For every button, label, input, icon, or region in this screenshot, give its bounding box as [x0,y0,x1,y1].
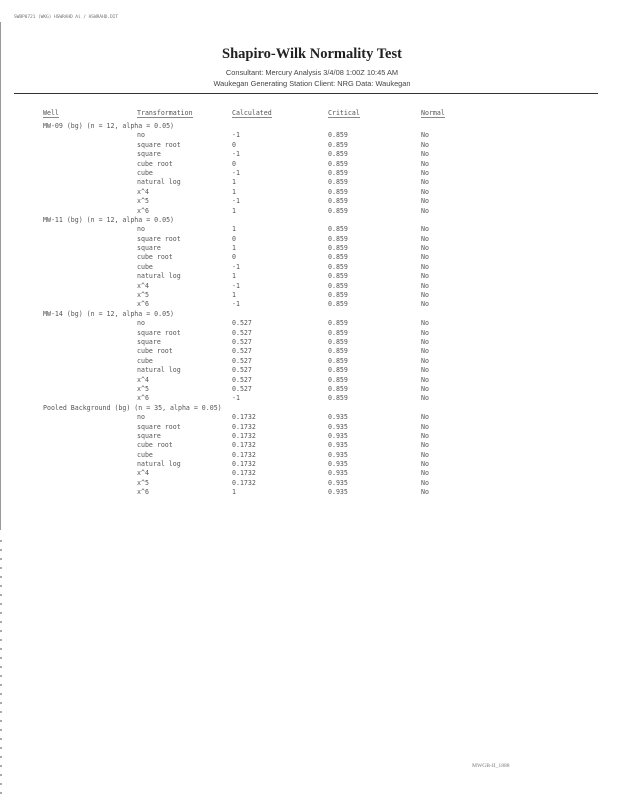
critical-cell: 0.859 [328,300,348,309]
transformation-cell: x^4 [137,187,149,196]
transformation-cell: square [137,431,161,440]
calculated-cell: 0.1732 [232,431,256,440]
normal-cell: No [421,347,429,356]
transformation-cell: x^6 [137,300,149,309]
calculated-cell: 0.1732 [232,413,256,422]
calculated-cell: -1 [232,300,240,309]
transformation-cell: cube [137,168,153,177]
critical-cell: 0.859 [328,384,348,393]
critical-cell: 0.859 [328,159,348,168]
footer-document-code: MWGB-II_1888 [472,763,510,769]
critical-cell: 0.935 [328,431,348,440]
critical-cell: 0.859 [328,328,348,337]
calculated-cell: 0.1732 [232,478,256,487]
transformation-cell: cube [137,262,153,271]
table-row [0,263,618,272]
calculated-cell: 0.527 [232,375,252,384]
table-row [0,197,618,206]
page-subtitle-site: Waukegan Generating Station Client: NRG Data: Waukegan [213,79,411,88]
transformation-cell: no [137,319,145,328]
transformation-cell: cube root [137,253,173,262]
transformation-cell: square [137,150,161,159]
transformation-cell: x^4 [137,375,149,384]
table-row [0,160,618,169]
table-row [0,441,618,450]
calculated-cell: 1 [232,187,236,196]
normal-cell: No [421,375,429,384]
table-row [0,423,618,432]
header-file-path: SWBP0721 (WKG) HSWRAHD Ai / HSWRAHD.DIT [14,15,118,20]
critical-cell: 0.935 [328,413,348,422]
table-row [0,169,618,178]
normal-cell: No [421,291,429,300]
normal-cell: No [421,187,429,196]
column-header-critical: Critical [328,109,360,117]
transformation-cell: x^6 [137,394,149,403]
page-subtitle-analysis: Consultant: Mercury Analysis 3/4/08 1:00Z 10:45 AM [225,68,399,77]
normal-cell: No [421,281,429,290]
critical-cell: 0.935 [328,469,348,478]
normal-cell: No [421,478,429,487]
transformation-cell: cube root [137,441,173,450]
table-row [0,338,618,347]
critical-cell: 0.859 [328,356,348,365]
transformation-cell: x^5 [137,384,149,393]
normal-cell: No [421,140,429,149]
normal-cell: No [421,244,429,253]
critical-cell: 0.859 [328,319,348,328]
normal-cell: No [421,206,429,215]
calculated-cell: 1 [232,225,236,234]
well-group-label: MW-11 (bg) (n = 12, alpha = 0.05) [43,215,175,224]
critical-cell: 0.859 [328,272,348,281]
critical-cell: 0.859 [328,168,348,177]
critical-cell: 0.859 [328,150,348,159]
table-row [0,460,618,469]
left-margin-dots [0,540,2,795]
column-header-normal: Normal [421,109,445,117]
table-row [0,272,618,281]
transformation-cell: square [137,244,161,253]
report-table-body [0,122,618,498]
normal-cell: No [421,413,429,422]
table-row [0,244,618,253]
calculated-cell: 0 [232,159,236,168]
transformation-cell: cube root [137,159,173,168]
critical-cell: 0.859 [328,253,348,262]
table-row [0,347,618,356]
table-row [0,469,618,478]
calculated-cell: 1 [232,206,236,215]
normal-cell: No [421,131,429,140]
critical-cell: 0.859 [328,206,348,215]
calculated-cell: 0.527 [232,319,252,328]
critical-cell: 0.859 [328,347,348,356]
table-row [0,479,618,488]
calculated-cell: 0 [232,140,236,149]
normal-cell: No [421,197,429,206]
table-row [0,488,618,497]
normal-cell: No [421,262,429,271]
table-row [0,432,618,441]
table-row [0,282,618,291]
critical-cell: 0.935 [328,460,348,469]
calculated-cell: 0.1732 [232,469,256,478]
normal-cell: No [421,469,429,478]
transformation-cell: square root [137,234,181,243]
transformation-cell: natural log [137,178,181,187]
table-row [0,291,618,300]
calculated-cell: 0.527 [232,328,252,337]
well-group-label: MW-09 (bg) (n = 12, alpha = 0.05) [43,122,175,130]
well-group-label: Pooled Background (bg) (n = 35, alpha = 0.05) [43,403,222,412]
calculated-cell: -1 [232,281,240,290]
normal-cell: No [421,394,429,403]
critical-cell: 0.859 [328,394,348,403]
table-row [0,366,618,375]
title-divider [14,93,598,94]
normal-cell: No [421,356,429,365]
critical-cell: 0.935 [328,478,348,487]
transformation-cell: natural log [137,366,181,375]
normal-cell: No [421,225,429,234]
calculated-cell: 0.1732 [232,460,256,469]
normal-cell: No [421,384,429,393]
critical-cell: 0.859 [328,225,348,234]
critical-cell: 0.859 [328,337,348,346]
well-group-heading [0,122,618,131]
calculated-cell: 0.1732 [232,441,256,450]
table-row [0,253,618,262]
calculated-cell: 0.527 [232,347,252,356]
transformation-cell: square root [137,422,181,431]
normal-cell: No [421,431,429,440]
calculated-cell: 0.527 [232,366,252,375]
normal-cell: No [421,253,429,262]
transformation-cell: natural log [137,460,181,469]
normal-cell: No [421,168,429,177]
calculated-cell: 0.527 [232,337,252,346]
critical-cell: 0.859 [328,131,348,140]
table-row [0,319,618,328]
table-row [0,357,618,366]
calculated-cell: 0.527 [232,356,252,365]
normal-cell: No [421,422,429,431]
column-header-row [0,109,618,118]
table-row [0,385,618,394]
calculated-cell: -1 [232,131,240,140]
normal-cell: No [421,450,429,459]
transformation-cell: no [137,131,145,140]
table-row [0,207,618,216]
normal-cell: No [421,159,429,168]
normal-cell: No [421,328,429,337]
table-row [0,300,618,309]
transformation-cell: x^4 [137,281,149,290]
table-row [0,188,618,197]
table-row [0,451,618,460]
table-row [0,376,618,385]
table-row [0,141,618,150]
calculated-cell: -1 [232,394,240,403]
transformation-cell: x^5 [137,478,149,487]
normal-cell: No [421,300,429,309]
well-group-heading [0,404,618,413]
calculated-cell: 0.1732 [232,450,256,459]
table-row [0,178,618,187]
calculated-cell: 1 [232,272,236,281]
page-title: Shapiro-Wilk Normality Test [222,46,402,62]
table-row [0,413,618,422]
calculated-cell: 0 [232,234,236,243]
normal-cell: No [421,178,429,187]
normal-cell: No [421,488,429,497]
calculated-cell: -1 [232,197,240,206]
transformation-cell: no [137,225,145,234]
critical-cell: 0.859 [328,187,348,196]
calculated-cell: -1 [232,262,240,271]
normal-cell: No [421,337,429,346]
calculated-cell: 1 [232,178,236,187]
critical-cell: 0.859 [328,375,348,384]
calculated-cell: 1 [232,488,236,497]
transformation-cell: square [137,337,161,346]
table-row [0,150,618,159]
critical-cell: 0.935 [328,422,348,431]
normal-cell: No [421,234,429,243]
column-header-well: Well [43,109,59,117]
normal-cell: No [421,441,429,450]
critical-cell: 0.859 [328,140,348,149]
column-header-calculated: Calculated [232,109,272,117]
calculated-cell: 0.527 [232,384,252,393]
transformation-cell: natural log [137,272,181,281]
critical-cell: 0.859 [328,291,348,300]
calculated-cell: -1 [232,150,240,159]
table-row [0,235,618,244]
transformation-cell: no [137,413,145,422]
critical-cell: 0.859 [328,197,348,206]
normal-cell: No [421,460,429,469]
well-group-heading [0,310,618,319]
transformation-cell: x^5 [137,197,149,206]
normal-cell: No [421,150,429,159]
column-header-transformation: Transformation [137,109,193,117]
critical-cell: 0.859 [328,366,348,375]
transformation-cell: x^6 [137,488,149,497]
well-group-heading [0,216,618,225]
transformation-cell: square root [137,140,181,149]
normal-cell: No [421,366,429,375]
table-row [0,131,618,140]
critical-cell: 0.935 [328,441,348,450]
transformation-cell: cube root [137,347,173,356]
transformation-cell: x^4 [137,469,149,478]
normal-cell: No [421,319,429,328]
critical-cell: 0.859 [328,178,348,187]
table-row [0,394,618,403]
well-group-label: MW-14 (bg) (n = 12, alpha = 0.05) [43,309,175,318]
table-row [0,329,618,338]
critical-cell: 0.935 [328,450,348,459]
calculated-cell: 0 [232,253,236,262]
critical-cell: 0.859 [328,262,348,271]
critical-cell: 0.935 [328,488,348,497]
critical-cell: 0.859 [328,244,348,253]
table-row [0,225,618,234]
critical-cell: 0.859 [328,281,348,290]
transformation-cell: cube [137,450,153,459]
transformation-cell: x^6 [137,206,149,215]
normal-cell: No [421,272,429,281]
calculated-cell: 1 [232,291,236,300]
critical-cell: 0.859 [328,234,348,243]
transformation-cell: square root [137,328,181,337]
calculated-cell: 0.1732 [232,422,256,431]
transformation-cell: cube [137,356,153,365]
calculated-cell: -1 [232,168,240,177]
calculated-cell: 1 [232,244,236,253]
transformation-cell: x^5 [137,291,149,300]
